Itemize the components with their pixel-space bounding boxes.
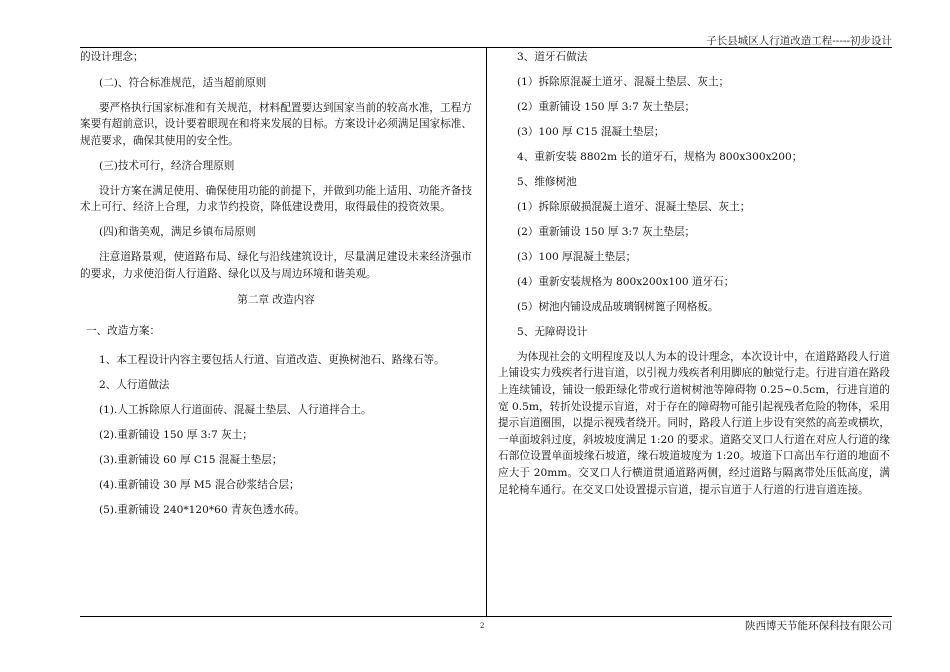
list-item: (1).人工拆除原人行道面砖、混凝土垫层、人行道拌合土。 [99,403,372,416]
list-item: (2).重新铺设 150 厚 3:7 灰土； [99,428,253,441]
list-item: (4）重新安装规格为 800x200x100 道牙石； [517,275,735,288]
right-column [498,49,890,507]
left-column [80,49,472,527]
paragraph: 1、本工程设计内容主要包括人行道、盲道改造、更换树池石、路缘石等。 [99,353,445,366]
list-item: (5).重新铺设 240*120*60 青灰色透水砖。 [99,503,306,516]
list-item: (2）重新铺设 150 厚 3:7 灰土垫层； [517,100,696,113]
list-item: (3）100 厚 C15 混凝土垫层； [517,125,665,138]
list-item: (3).重新铺设 60 厚 C15 混凝土垫层； [99,453,283,466]
paragraph: 为体现社会的文明程度及以人为本的设计理念，本次设计中，在道路路段人行道上铺设实力残疾者行进盲道，以引视力残疾者利用脚底的触觉行走。行进盲道在路段上连续铺设，铺设一般距绿化带或行道树树池等障碍物 0.25~0.5cm，行进盲道的宽 0.5m，转折处设提示盲道，对于存在的障碍物可能引起视残者危险的物体，采用提示盲道圈围，以提示视残者绕开。同时，路段人行道上步设有突然的高差或横坎，一单面坡斜过度，斜坡坡度满足 1:20 的要求。道路交叉口人行道在对应人行道的缘石部位设置单面坡缘石坡道，缘石坡道坡度为 1:20。坡道下口高出车行道的地面不应大于 20mm。交叉口人行横道贯通道路两侧，经过道路与隔离带处压低高度，满足轮椅车通行。在交叉口处设置提示盲道，提示盲道于人行道的行进盲道连接。 [498,350,890,496]
list-item: (2）重新铺设 150 厚 3:7 灰土垫层； [517,225,696,238]
list-item: (1）拆除原破损混凝土道牙、混凝土垫层、灰土； [517,200,751,213]
list-item: (1）拆除原混凝土道牙、混凝土垫层、灰土； [517,75,730,88]
section-heading: 5、维修树池 [517,175,577,188]
paragraph: 设计方案在满足使用、确保使用功能的前提下，并做到功能上适用、功能齐备技术上可行、经济上合理，力求节约投资，降低建设费用，取得最佳的投资效果。 [80,184,472,214]
list-item: 4、重新安装 8802m 长的道牙石，规格为 800x300x200； [517,150,803,163]
section-heading: 一、改造方案： [86,325,161,338]
section-heading: 3、道牙石做法 [517,51,588,63]
footer-rule [80,616,892,617]
chapter-title: 第二章 改造内容 [237,294,315,307]
paragraph: 注意道路景观，使道路布局、绿化与沿线建筑设计，尽量满足建设未来经济强市的要求，力求使沿街人行道路、绿化以及与周边环境和谐美观。 [80,251,472,280]
list-item: (3）100 厚混凝土垫层； [517,250,637,263]
paragraph: 要严格执行国家标准和有关规范，材料配置要达到国家当前的较高水准，工程方案要有超前意识，设计要着眼现在和将来发展的目标。方案设计必须满足国家标准、规范要求，确保其使用的安全性。 [80,101,472,147]
list-item: 2、人行道做法 [99,378,170,391]
paragraph: 的设计理念； [80,51,144,63]
list-item: (5）树池内铺设成品玻璃钢树篦子网格板。 [517,300,719,313]
section-heading: (四)和谐美观，满足乡镇布局原则 [99,226,256,239]
section-heading: (二)、符合标准规范，适当超前原则 [99,76,267,89]
footer-company: 陕西博天节能环保科技有限公司 [745,620,892,632]
section-heading: (三)技术可行，经济合理原则 [99,159,235,172]
page-number: 2 [480,622,485,630]
column-divider [486,47,487,616]
list-item: (4).重新铺设 30 厚 M5 混合砂浆结合层； [99,478,300,491]
section-heading: 5、无障碍设计 [517,325,588,338]
header-title: 子长县城区人行道改造工程-----初步设计 [706,35,892,47]
